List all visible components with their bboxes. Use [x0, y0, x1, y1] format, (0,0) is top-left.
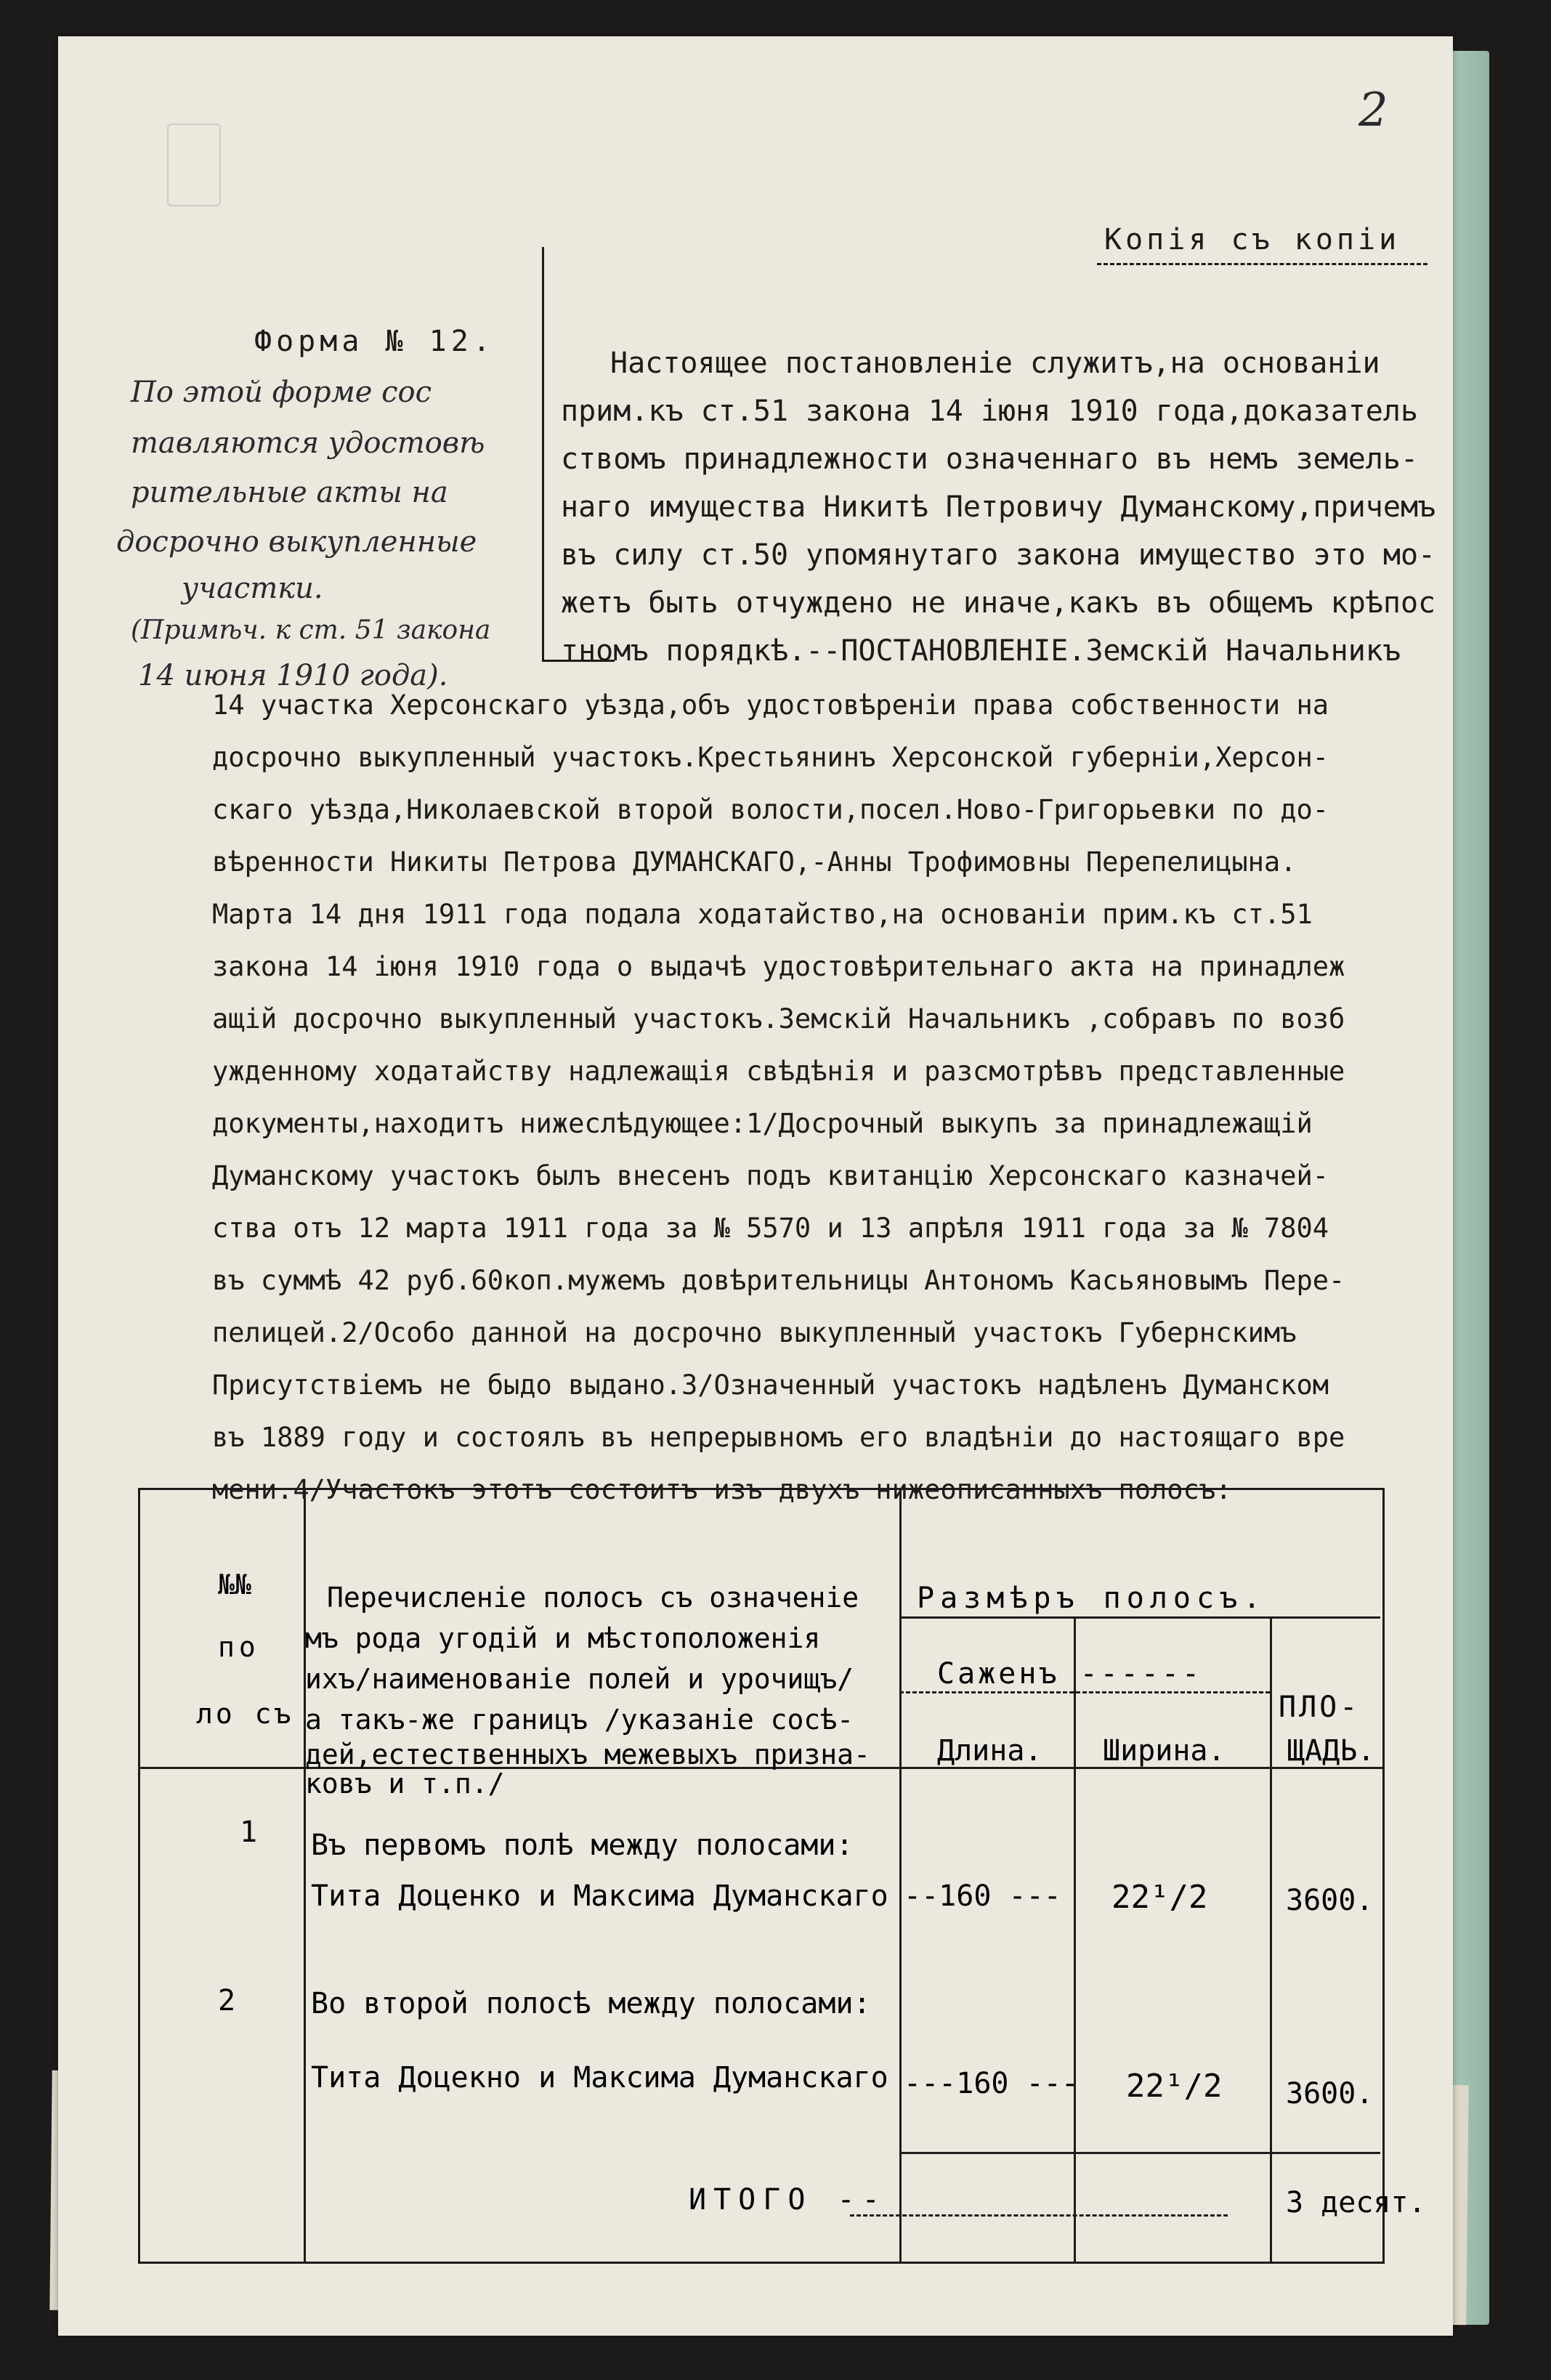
- margin-note-line: (Примѣч. к ст. 51 закона: [131, 615, 491, 645]
- body-line: ащій досрочно выкупленный участокъ.Земскій Начальникъ ,собравъ по возб: [212, 1003, 1345, 1035]
- table-row-width: 22¹/2: [1111, 1879, 1208, 1916]
- body-line: вѣренности Никиты Петрова ДУМАНСКАГО,-Анны Трофимовны Перепелицына.: [212, 846, 1297, 878]
- table-col-divider: [899, 1488, 902, 2262]
- table-row-num: 1: [240, 1816, 258, 1849]
- margin-note-line: досрочно выкупленные: [116, 525, 477, 559]
- body-line: въ 1889 году и состоялъ въ непрерывномъ его владѣніи до настоящаго вре: [212, 1422, 1345, 1453]
- table-row-divider: [899, 1616, 1380, 1619]
- table-header-num: ло съ: [196, 1698, 294, 1730]
- body-line: пелицей.2/Особо данной на досрочно выкупленный участокъ Губернскимъ: [212, 1317, 1297, 1348]
- body-line: въ суммѣ 42 руб.60коп.мужемъ довѣрительницы Антономъ Касьяновымъ Пере-: [212, 1265, 1345, 1296]
- table-row-length: ---160 ---: [904, 2067, 1079, 2100]
- table-header-description: дей,естественныхъ межевыхъ призна-: [305, 1739, 870, 1770]
- total-value: 3 десят.: [1286, 2186, 1426, 2219]
- margin-note-line: По этой форме сос: [131, 376, 432, 409]
- table-row-num: 2: [218, 1984, 236, 2017]
- table-header-area: ЩАДЬ.: [1287, 1734, 1375, 1768]
- margin-note-line: рительные акты на: [131, 476, 448, 509]
- table-header-size: Размѣръ полосъ.: [917, 1582, 1267, 1615]
- table-row-desc: Во второй полосѣ между полосами:: [311, 1987, 871, 2020]
- body-line: Настоящее постановленіе служитъ,на основаніи: [610, 347, 1380, 380]
- table-col-divider: [1270, 1616, 1272, 2262]
- table-row-divider: [899, 1691, 1270, 1693]
- body-line: скаго уѣзда,Николаевской второй волости,посел.Ново-Григорьевки по до-: [212, 794, 1329, 825]
- total-dash-line: [850, 2214, 1228, 2217]
- table-header-num: №№: [218, 1569, 251, 1600]
- table-header-area: ПЛО-: [1279, 1691, 1361, 1724]
- body-line: закона 14 іюня 1910 года о выдачѣ удостовѣрительнаго акта на принадлеж: [212, 951, 1345, 982]
- faded-stamp: [167, 124, 221, 206]
- body-line: ствомъ принадлежности означеннаго въ немъ земель-: [561, 442, 1419, 476]
- table-row-desc: Тита Доцекно и Максима Думанскаго: [311, 2061, 888, 2094]
- body-line: въ силу ст.50 упомянутаго закона имущество это мо-: [561, 538, 1436, 572]
- body-line: прим.къ ст.51 закона 14 іюня 1910 года,доказатель: [561, 394, 1419, 428]
- table-header-description: ковъ и т.п./: [305, 1768, 505, 1800]
- table-header-length: Длина.: [937, 1734, 1042, 1768]
- copy-heading: Копія съ копіи: [1104, 223, 1401, 256]
- table-col-divider: [1074, 1616, 1076, 2262]
- table-header-description: мъ рода угодій и мѣстоположенія: [305, 1622, 821, 1654]
- margin-divider-vertical: [542, 247, 544, 661]
- body-line: Думанскому участокъ былъ внесенъ подъ квитанцію Херсонскаго казначей-: [212, 1160, 1329, 1191]
- margin-note-line: участки.: [182, 572, 323, 605]
- table-header-description: Перечисленіе полосъ съ означеніе: [327, 1582, 859, 1614]
- body-line: досрочно выкупленный участокъ.Крестьянинъ Херсонской губерніи,Херсон-: [212, 742, 1329, 773]
- table-header-description: а такъ-же границъ /указаніе сосѣ-: [305, 1704, 854, 1736]
- body-line: наго имущества Никитѣ Петровичу Думанскому,причемъ: [561, 490, 1436, 524]
- table-header-width: Ширина.: [1103, 1734, 1226, 1768]
- page-number: 2: [1358, 84, 1388, 137]
- margin-note-line: тавляются удостовѣ: [131, 426, 485, 460]
- table-row-desc: Въ первомъ полѣ между полосами:: [311, 1829, 854, 1862]
- table-header-sazhen: Саженъ ------: [937, 1657, 1203, 1691]
- copy-heading-underline: [1097, 263, 1428, 265]
- margin-note-line: 14 июня 1910 года).: [138, 659, 448, 692]
- total-label: ИТОГО --: [689, 2183, 887, 2217]
- form-label: Форма № 12.: [254, 325, 495, 358]
- body-line: ужденному ходатайству надлежащія свѣдѣнія и разсмотрѣвъ представленные: [212, 1056, 1345, 1087]
- body-line: тномъ порядкѣ.--ПОСТАНОВЛЕНІЕ.Земскій Начальникъ: [561, 634, 1401, 668]
- table-row-desc: Тита Доценко и Максима Думанскаго: [311, 1879, 888, 1913]
- table-row-width: 22¹/2: [1126, 2068, 1223, 2105]
- table-header-description: ихъ/наименованіе полей и урочищъ/: [305, 1663, 854, 1695]
- table-row-area: 3600.: [1286, 1884, 1374, 1917]
- table-row-area: 3600.: [1286, 2077, 1374, 2110]
- body-line: мени.4/Участокъ этотъ состоитъ изъ двухъ нижеописанныхъ полосъ:: [212, 1474, 1232, 1505]
- body-line: 14 участка Херсонскаго уѣзда,объ удостовѣреніи права собственности на: [212, 689, 1329, 721]
- body-line: жетъ быть отчуждено не иначе,какъ въ общемъ крѣпос: [561, 586, 1436, 620]
- table-header-num: по: [218, 1631, 260, 1663]
- body-line: Присутствіемъ не быдо выдано.3/Означенный участокъ надѣленъ Думанском: [212, 1369, 1329, 1401]
- total-rule: [899, 2152, 1380, 2154]
- table-col-divider: [304, 1488, 306, 2262]
- table-row-length: --160 ---: [904, 1879, 1061, 1913]
- body-line: Марта 14 дня 1911 года подала ходатайство,на основаніи прим.къ ст.51: [212, 899, 1313, 930]
- body-line: ства отъ 12 марта 1911 года за № 5570 и 13 апрѣля 1911 года за № 7804: [212, 1213, 1329, 1244]
- body-line: документы,находитъ нижеслѣдующее:1/Досрочный выкупъ за принадлежащій: [212, 1108, 1313, 1139]
